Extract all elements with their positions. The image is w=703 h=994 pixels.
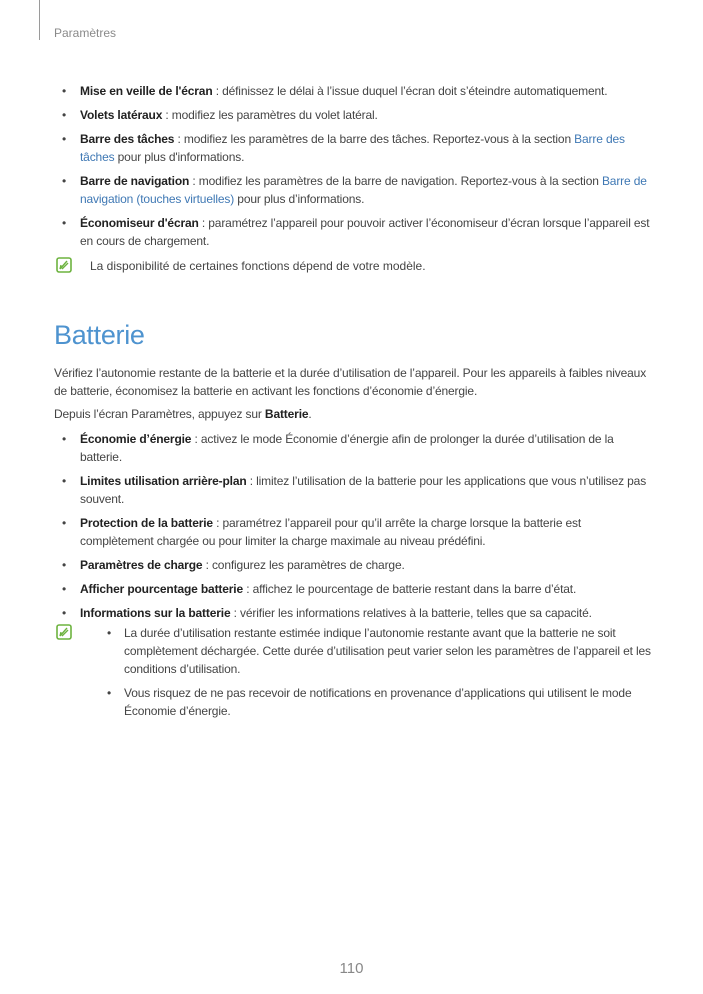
list-item: • Paramètres de charge : configurez les paramètres de charge. <box>54 556 654 574</box>
battery-options-list <box>54 430 654 628</box>
note-item: • Vous risquez de ne pas recevoir de notifications en provenance d’applications qui utilisent le mode Économie d’énergie. <box>107 684 667 720</box>
list-item: • Mise en veille de l'écran : définissez le délai à l’issue duquel l’écran doit s’éteindre automatiquement. <box>54 82 654 100</box>
note-icon <box>56 624 72 640</box>
battery-note <box>54 624 667 726</box>
list-item: • Volets latéraux : modifiez les paramètres du volet latéral. <box>54 106 654 124</box>
list-item: • Barre des tâches : modifiez les paramètres de la barre des tâches. Reportez-vous à la section Barre des tâches pour plus d'informations. <box>54 130 654 166</box>
header-rule <box>39 0 40 40</box>
settings-list <box>54 82 654 256</box>
link-barre-de-navigation[interactable]: Barre de navigation (touches virtuelles) <box>80 174 647 206</box>
note-icon <box>56 257 72 273</box>
section-title: Batterie <box>54 320 145 350</box>
list-item: • Protection de la batterie : paramétrez l’appareil pour qu’il arrête la charge lorsque la batterie est complètement chargée ou pour limiter la charge maximale au niveau prédéfini. <box>54 514 654 550</box>
battery-instruction: Depuis l’écran Paramètres, appuyez sur Batterie. <box>54 407 312 421</box>
list-item: • Limites utilisation arrière-plan : limitez l’utilisation de la batterie pour les applications que vous n’utilisez pas souvent. <box>54 472 654 508</box>
list-item: • Informations sur la batterie : vérifier les informations relatives à la batterie, telles que sa capacité. <box>54 604 654 622</box>
list-item: • Barre de navigation : modifiez les paramètres de la barre de navigation. Reportez-vous à la section Barre de navigation (touches virtuelles) pour plus d’informations. <box>54 172 654 208</box>
page-number: 110 <box>339 960 364 977</box>
note-item: • La durée d’utilisation restante estimée indique l’autonomie restante avant que la batterie ne soit complètement déchargée. Cette durée d’utilisation peut varier selon les paramètres de l’appareil et les conditions d’utilisation. <box>107 624 667 678</box>
availability-note: La disponibilité de certaines fonctions dépend de votre modèle. <box>54 257 650 275</box>
section-header: Paramètres <box>54 26 117 40</box>
battery-intro: Vérifiez l’autonomie restante de la batterie et la durée d’utilisation de l’appareil. Pour les appareils à faibles niveaux de batterie, économisez la batterie en activant les fonctions d’économie d’énergie. <box>54 366 647 398</box>
list-item: • Économie d’énergie : activez le mode Économie d’énergie afin de prolonger la durée d’utilisation de la batterie. <box>54 430 654 466</box>
list-item: • Afficher pourcentage batterie : affichez le pourcentage de batterie restant dans la barre d’état. <box>54 580 654 598</box>
note-list <box>107 624 667 720</box>
link-barre-des-taches[interactable]: Barre des tâches <box>80 132 625 164</box>
list-item: • Économiseur d'écran : paramétrez l’appareil pour pouvoir activer l’économiseur d’écran lorsque l’appareil est en cours de chargement. <box>54 214 654 250</box>
